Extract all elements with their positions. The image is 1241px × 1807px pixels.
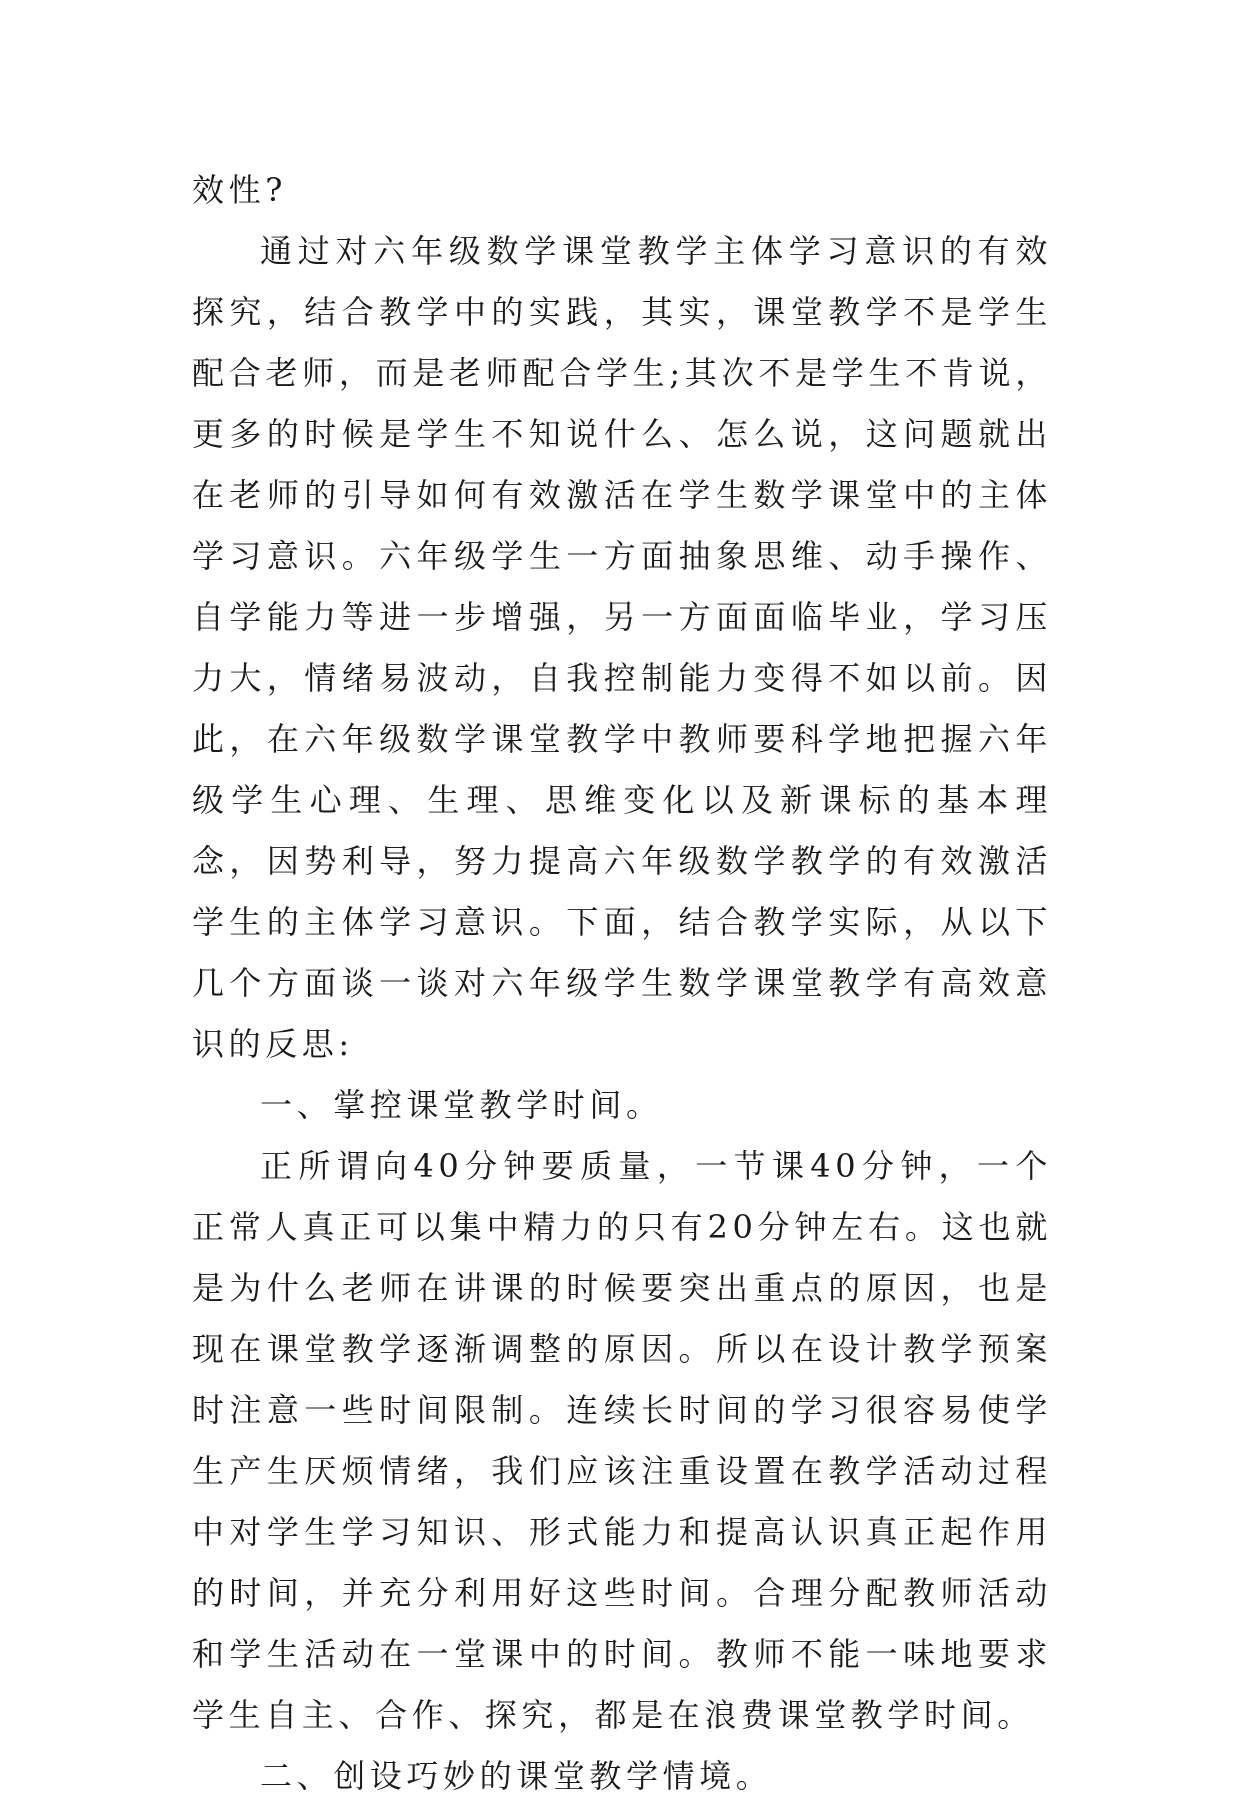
section-heading-1: 一、掌控课堂教学时间。 [260,1086,663,1124]
document-page [192,160,1052,1807]
paragraph-intro: 通过对六年级数学课堂教学主体学习意识的有效探究，结合教学中的实践，其实，课堂教学不是学生配合老师，而是老师配合学生;其次不是学生不肯说，更多的时候是学生不知说什么、怎么说，这问题就出在老师的引导如何有效激活在学生数学课堂中的主体学习意识。六年级学生一方面抽象思维、动手操作、自学能力等进一步增强，另一方面面临毕业，学习压力大，情绪易波动，自我控制能力变得不如以前。因此，在六年级数学课堂教学中教师要科学地把握六年级学生心理、生理、思维变化以及新课标的基本理念，因势利导，努力提高六年级数学教学的有效激活学生的主体学习意识。下面，结合教学实际，从以下几个方面谈一谈对六年级学生数学课堂教学有高效意识的反思: [192,232,1052,1063]
paragraph-continuation: 效性? [192,171,287,209]
section-heading-2: 二、创设巧妙的课堂教学情境。 [260,1757,773,1795]
paragraph-section-1: 正所谓向40分钟要质量，一节课40分钟，一个正常人真正可以集中精力的只有20分钟左右。这也就是为什么老师在讲课的时候要突出重点的原因，也是现在课堂教学逐渐调整的原因。所以在设计教学预案时注意一些时间限制。连续长时间的学习很容易使学生产生厌烦情绪，我们应该注重设置在教学活动过程中对学生学习知识、形式能力和提高认识真正起作用的时间，并充分利用好这些时间。合理分配教师活动和学生活动在一堂课中的时间。教师不能一味地要求学生自主、合作、探究，都是在浪费课堂教学时间。 [192,1147,1052,1734]
